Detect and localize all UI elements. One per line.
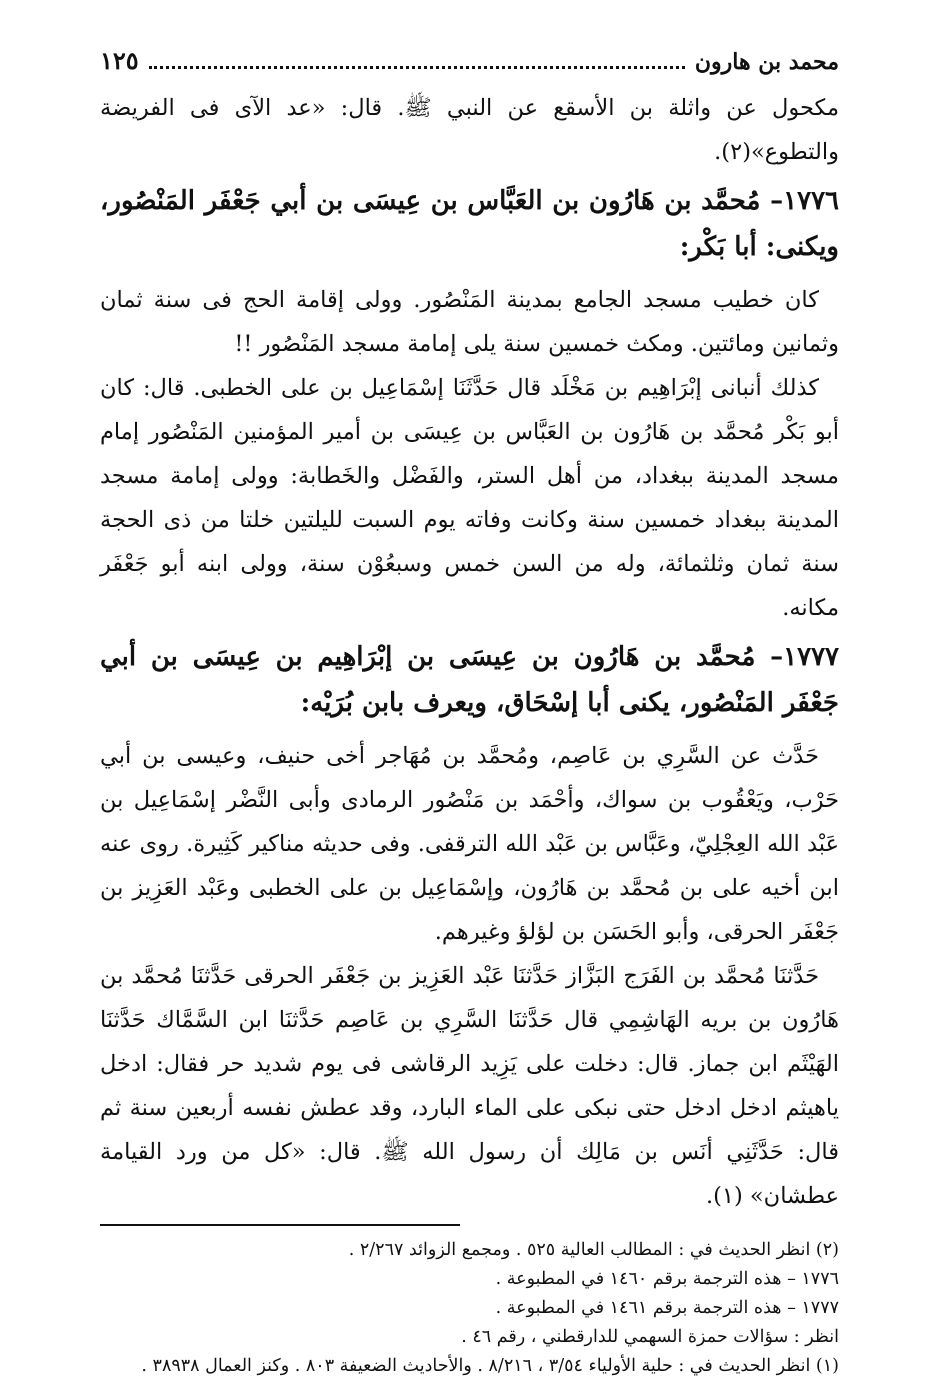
footnote: انظر : سؤالات حمزة السهمي للدارقطني ، رقم ٤٦ . <box>461 1327 839 1347</box>
entry-1776-paragraph: كان خطيب مسجد الجامع بمدينة المَنْصُور. وولى إقامة الحج فى سنة ثمان وثمانين ومائتين. ومكث خمسين سنة يلى إمامة مسجد المَنْصُور !! <box>100 287 839 357</box>
footnote: (١) انظر الحديث في : حلية الأولياء ٣/٥٤ ، ٨/٢١٦ . والأحاديث الضعيفة ٨٠٣ . وكنز العمال ٣٨٩٣٨ . <box>141 1356 839 1376</box>
dotted-leader <box>149 50 685 69</box>
entry-1776-title: ١٧٧٦– مُحمَّد بن هَارُون بن العَبَّاس بن عِيسَى بن أبي جَعْفَر المَنْصُور، ويكنى: أبا بَكْر: <box>100 186 839 262</box>
entry-1777-paragraph: حَدَّثنَا مُحمَّد بن الفَرَج البَزَّاز حَدَّثنَا عَبْد العَزِيز بن جَعْفَر الحرقى حَدَّثنَا مُحمَّد بن هَارُون بن بريه الهَاشِمِي قال حَدَّثنَا السَّرِي بن عَاصِم حَدَّثنَا ابن السَّمَّاك حَدَّثنَا الهَيْثَم ابن جماز. قال: دخلت على يَزِيد الرقاشى فى يوم شديد حر فقال: ادخل ياهيثم ادخل ادخل حتى نبكى على الماء البارد، وقد عطش نفسه أربعين سنة ثم قال: حَدَّثَنِي أنَس بن مَالِك أن رسول الله ﷺ. قال: «كل من ورد القيامة عطشان» (١). <box>100 963 839 1209</box>
entry-1776-paragraph: كذلك أنبانى إبْرَاهِيم بن مَخْلَد قال حَدَّثَنَا إسْمَاعِيل بن على الخطبى. قال: كان أبو بَكْر مُحمَّد بن هَارُون بن العَبَّاس بن عِيسَى بن أمير المؤمنين المَنْصُور إمام مسجد المدينة ببغداد، من أهل الستر، والفَضْل والخَطابة: وولى إمامة مسجد المدينة ببغداد خمسين سنة وكانت وفاته يوم السبت لليلتين خلتا من ذى الحجة سنة ثمان وثلثمائة، وله من السن خمس وسبعُوْن سنة، وولى ابنه أبو جَعْفَر مكانه. <box>100 375 839 621</box>
running-title: محمد بن هارون <box>694 49 839 75</box>
entry-1777-title: ١٧٧٧– مُحمَّد بن هَارُون بن عِيسَى بن إبْرَاهِيم بن عِيسَى بن أبي جَعْفَر المَنْصُور، يكنى أبا إسْحَاق، ويعرف بابن بُرَيْه: <box>100 642 839 718</box>
running-header <box>100 46 839 86</box>
footnotes <box>100 1236 839 1381</box>
footnote: ١٧٧٧ – هذه الترجمة برقم ١٤٦١ في المطبوعة . <box>495 1298 839 1318</box>
footnote: (٢) انظر الحديث في : المطالب العالية ٥٢٥ . ومجمع الزوائد ٢/٢٦٧ . <box>348 1240 839 1260</box>
continuation-text: مكحول عن واثلة بن الأسقع عن النبي ﷺ. قال: «عد الآى فى الفريضة والتطوع»(٢). <box>100 95 839 165</box>
footnote-separator <box>100 1224 460 1226</box>
entry-1777-paragraph: حَدَّث عن السَّرِي بن عَاصِم، ومُحمَّد بن مُهَاجر أخى حنيف، وعيسى بن أبي حَرْب، ويَعْقُوب بن سواك، وأحْمَد بن مَنْصُور الرمادى وأبى النَّضْر إسْمَاعِيل بن عَبْد الله العِجْلِيّ، وعَبَّاس بن عَبْد الله الترقفى. وفى حديثه مناكير كَثِيرة. روى عنه ابن أخيه على بن مُحمَّد بن هَارُون، وإسْمَاعِيل بن على الخطبى وعَبْد العَزِيز بن جَعْفَر الحرقى، وأبو الحَسَن بن لؤلؤ وغيرهم. <box>100 743 839 945</box>
footnote: ١٧٧٦ – هذه الترجمة برقم ١٤٦٠ في المطبوعة . <box>495 1269 839 1289</box>
page-number: ١٢٥ <box>100 46 139 75</box>
